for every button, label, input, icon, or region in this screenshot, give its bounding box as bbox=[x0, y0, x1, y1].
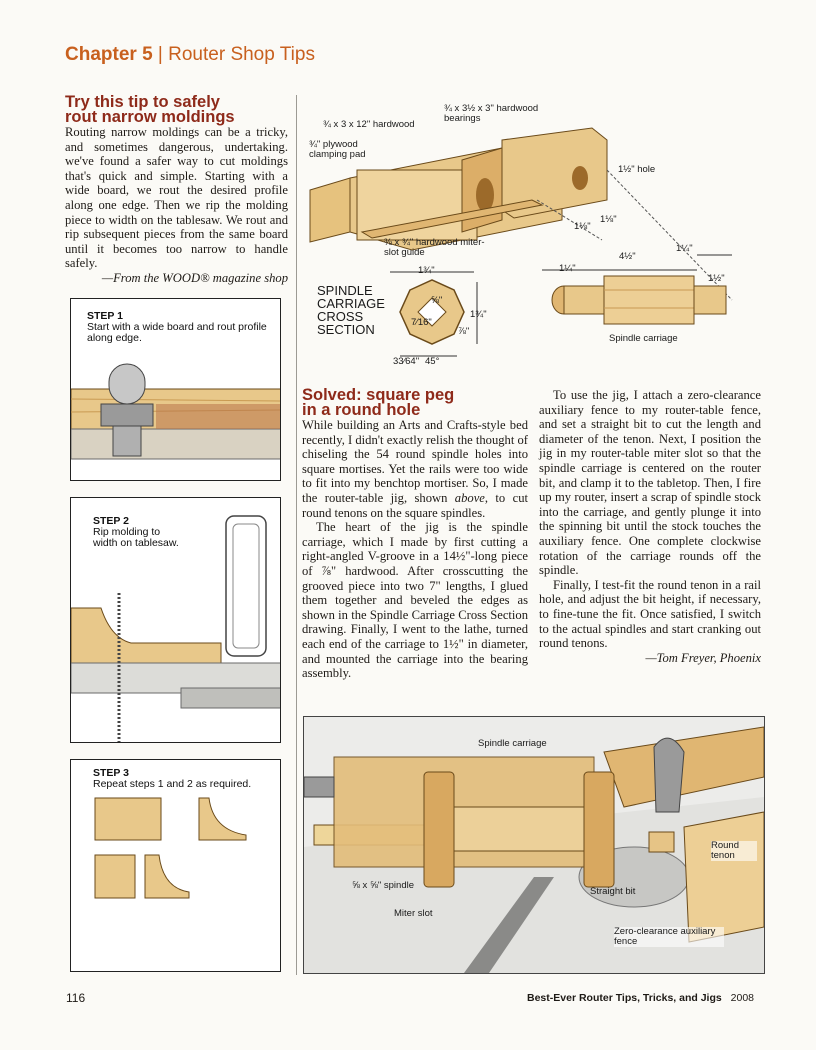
spindle-carriage-icon bbox=[552, 276, 726, 324]
label-dim-1-1-4a: 1¼" bbox=[559, 263, 576, 274]
tip2-col1-p1-italic: above bbox=[454, 490, 485, 505]
step2-number: STEP 2 bbox=[93, 515, 129, 527]
label-photo-miter-slot: Miter slot bbox=[394, 908, 433, 919]
tip2-title-line2: in a round hole bbox=[302, 401, 421, 419]
label-photo-spindle: ⅝ x ⅝" spindle bbox=[352, 880, 414, 891]
label-dim-4-1-2: 4½" bbox=[619, 251, 636, 262]
step2-text: Rip molding to width on tablesaw. bbox=[93, 526, 179, 549]
step2-figure bbox=[70, 497, 281, 743]
label-photo-round-tenon: Round tenon bbox=[711, 841, 757, 861]
label-photo-straight-bit: Straight bit bbox=[590, 886, 636, 897]
tip1-title bbox=[65, 95, 290, 125]
chapter-heading bbox=[65, 44, 315, 66]
tip2-col1-paragraph1 bbox=[302, 418, 528, 520]
label-dim-1-1-8a: 1⅛" bbox=[574, 221, 591, 232]
step1-text: Start with a wide board and rout profile along edge. bbox=[87, 321, 267, 344]
cross-section-title bbox=[317, 284, 397, 336]
chapter-separator: | bbox=[157, 44, 169, 65]
step1-number: STEP 1 bbox=[87, 310, 123, 322]
tip1-credit: —From the WOOD® magazine shop bbox=[101, 270, 288, 285]
tip2-col1-p1b: , to cut round tenons on the square spindles. bbox=[302, 490, 528, 520]
cross-section-title-line4: SECTION bbox=[317, 322, 375, 337]
step1-figure bbox=[70, 298, 281, 481]
footer-book-info bbox=[527, 992, 754, 1004]
step3-figure bbox=[70, 759, 281, 972]
label-cs-5-8: ⅝" bbox=[431, 295, 443, 306]
chapter-section: Router Shop Tips bbox=[168, 44, 315, 65]
tip2-column1 bbox=[302, 418, 528, 681]
tip1-title-line2: rout narrow moldings bbox=[65, 108, 235, 126]
step3-number: STEP 3 bbox=[93, 767, 129, 779]
tip2-credit: —Tom Freyer, Phoenix bbox=[645, 650, 761, 665]
cross-section-octagon-icon bbox=[400, 280, 464, 344]
label-hole: 1½" hole bbox=[618, 164, 656, 175]
tip2-column2 bbox=[539, 388, 761, 665]
tip2-col1-p1a: While building an Arts and Crafts-style bed recently, I didn't exactly relish the thought of chiseling the 54 round spindle holes into square mortises. Yet the rails were too wide to fit into my benchtop mortiser. So, I made the router-table jig, shown bbox=[302, 418, 528, 505]
label-hardwood-bearings: ¾ x 3½ x 3" hardwood bearings bbox=[444, 103, 539, 124]
label-cs-1-3-4-top: 1¾" bbox=[418, 265, 435, 276]
label-photo-spindle-carriage: Spindle carriage bbox=[478, 738, 547, 749]
step2-illustration bbox=[71, 498, 281, 743]
label-dim-1-1-4b: 1¼" bbox=[676, 243, 693, 254]
label-dim-1-1-2: 1½" bbox=[708, 273, 725, 284]
step3-text: Repeat steps 1 and 2 as required. bbox=[93, 778, 252, 790]
tip2-col2-paragraph1: To use the jig, I attach a zero-clearance auxiliary fence to my router-table fence, and set a straight bit to cut the length and diameter of the tenon. Next, I position the jig in my router-table miter slot so that the spindle carriage is centered on the router bit, and clamp it to the tabletop. Then, I fire up my router, insert a scrap of spindle stock into the carriage, and gently plunge it into the spinning bit until the stock touches the auxiliary fence. One complete clockwise rotation of the carriage rounds off the spindle. bbox=[539, 388, 761, 578]
chapter-number: Chapter 5 bbox=[65, 44, 153, 65]
tip1-title-line1: Try this tip to safely bbox=[65, 93, 220, 111]
label-photo-zero-clearance: Zero-clearance auxiliary fence bbox=[614, 927, 724, 947]
label-hardwood-base: ¾ x 3 x 12" hardwood bbox=[323, 119, 415, 130]
tip2-title bbox=[302, 388, 532, 418]
label-dim-1-1-8b: 1⅛" bbox=[600, 214, 617, 225]
step1-illustration bbox=[71, 344, 281, 481]
footer-book-title: Best-Ever Router Tips, Tricks, and Jigs bbox=[527, 992, 722, 1004]
label-cs-1-3-4-side: 1¾" bbox=[470, 309, 487, 320]
label-spindle-carriage-top: Spindle carriage bbox=[609, 333, 678, 344]
jig-photo bbox=[303, 716, 765, 974]
label-cs-33-64: 33⁄64" bbox=[393, 356, 420, 367]
label-cs-45: 45° bbox=[425, 356, 440, 367]
cross-section-title-line3: CROSS bbox=[317, 309, 364, 324]
tip2-col1-paragraph2: The heart of the jig is the spindle carriage, which I made by first cutting a right-angled V-groove in a 14½"-long piece of ⅞" hardwood. After crosscutting the grooved piece into two 7" lengths, I glued them together and beveled the edges as shown in the Spindle Carriage Cross Section drawing. Finally, I went to the lathe, turned each end of the carriage to 1½" in diameter, and mounted the carriage into the bearing assembly. bbox=[302, 520, 528, 681]
clamp-icon bbox=[654, 738, 684, 812]
footer-year: 2008 bbox=[730, 992, 754, 1004]
tip2-col2-paragraph2: Finally, I test-fit the round tenon in a rail hole, and adjust the bit height, if necessary, to fine-tune the fit. Once satisfied, I switch to the actual spindles and start cranking out round tenons. bbox=[539, 577, 761, 651]
label-miter-slot-guide: ⅜ x ¾" hardwood miter-slot guide bbox=[384, 237, 485, 258]
column-divider bbox=[296, 95, 297, 975]
tip1-paragraph: Routing narrow moldings can be a tricky, and sometimes dangerous, undertaking. we've found a safer way to cut moldings that's quick and simple. Starting with a wide board, we rout the desired profile along one edge. Then we rip the molding piece to width on the tablesaw. We rout and rip subsequent pieces from the same board until it becomes too narrow to handle safely. bbox=[65, 125, 288, 271]
tip1-body bbox=[65, 125, 288, 286]
page-number: 116 bbox=[66, 991, 86, 1005]
tip2-title-line1: Solved: square peg bbox=[302, 386, 455, 404]
step3-illustration bbox=[71, 760, 281, 972]
label-clamping-pad: ¾" plywood clamping pad bbox=[309, 139, 366, 160]
cross-section-title-line1: SPINDLE bbox=[317, 283, 373, 298]
label-cs-7-16: 7⁄16" bbox=[411, 317, 432, 328]
step1-caption bbox=[87, 311, 267, 344]
cross-section-title-line2: CARRIAGE bbox=[317, 296, 385, 311]
label-cs-7-8: ⅞" bbox=[458, 326, 470, 337]
